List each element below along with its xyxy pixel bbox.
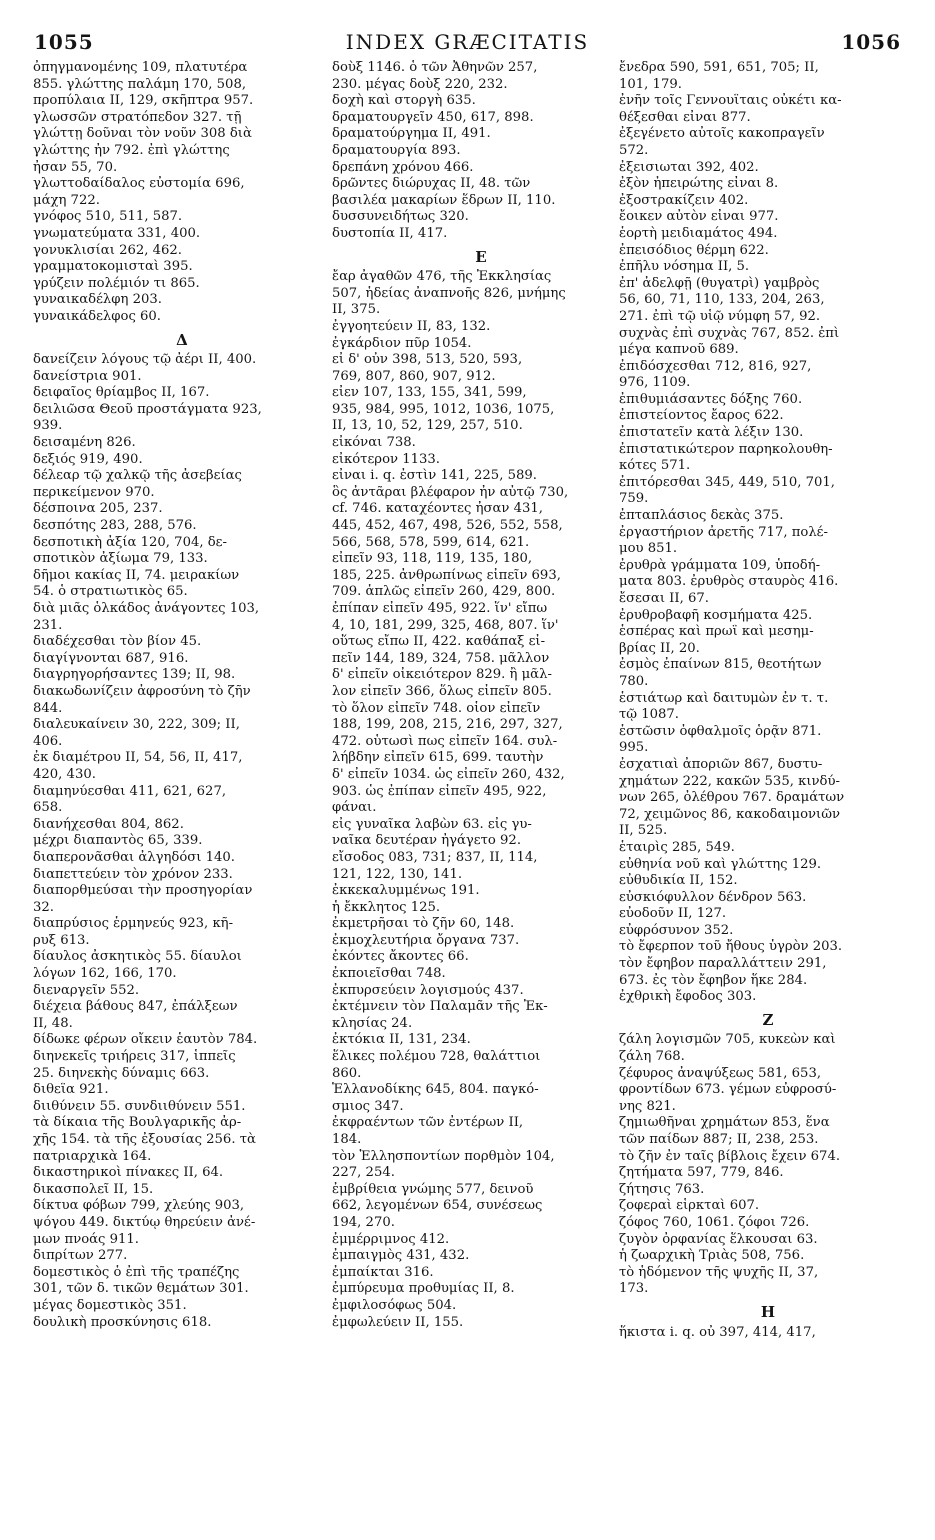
index-line: τὸ ἔφερπον τοῦ ἤθους ὑγρὸν 203.: [619, 939, 843, 955]
index-line: ἑσπέρας καὶ πρωῒ καὶ μεσημ-: [619, 624, 814, 640]
section-letter: Ε: [475, 247, 487, 266]
section-letter: Δ: [176, 330, 188, 349]
index-line: τὸ ὅλον εἰπεῖν 748. οἷον εἰπεῖν: [332, 700, 541, 716]
index-line: εὐθηνία νοῦ καὶ γλώττης 129.: [619, 856, 822, 872]
index-line: 54. ὁ στρατιωτικὸς 65.: [33, 584, 188, 600]
index-line: φροντίδων 673. γέμων εὐφροσύ-: [619, 1082, 837, 1098]
index-line: δίαυλος ἀσκητικὸς 55. δίαυλοι: [33, 949, 242, 965]
index-line: 72, χειμῶνος 86, κακοδαιμονιῶν: [619, 806, 840, 822]
index-line: γλωττοδαίδαλος εὐστομία 696,: [33, 176, 245, 192]
index-line: ἔνεδρα 590, 591, 651, 705; II,: [619, 60, 819, 75]
index-line: ἐχθρικὴ ἔφοδος 303.: [619, 989, 757, 1005]
index-line: τὸν Ἑλλησποντίων πορθμὸν 104,: [332, 1148, 555, 1164]
index-line: δυσσυνειδήτως 320.: [332, 209, 469, 225]
index-line: 301, τῶν δ. τικῶν θεμάτων 301.: [33, 1281, 249, 1297]
index-line: δραματούργημα II, 491.: [332, 126, 491, 142]
index-line: βρίας II, 20.: [619, 640, 700, 656]
index-line: διαπρύσιος ἑρμηνεύς 923, κῆ-: [33, 916, 234, 932]
index-line: διιθύνειν 55. συνδιιθύνειν 551.: [33, 1098, 246, 1114]
section-letter: Ζ: [762, 1010, 774, 1029]
index-line: ἐμπαιγμὸς 431, 432.: [332, 1248, 470, 1264]
index-line: ἡ ἔκκλητος 125.: [332, 899, 441, 915]
index-line: τῶν παίδων 887; II, 238, 253.: [619, 1132, 819, 1147]
index-line: δραματουργεῖν 450, 617, 898.: [332, 109, 534, 125]
index-line: 184.: [332, 1132, 362, 1147]
index-line: ἑταιρὶς 285, 549.: [619, 839, 735, 855]
index-line: ἑορτὴ μειδιαμάτος 494.: [619, 225, 778, 241]
running-header: [0, 0, 935, 58]
index-line: εἰκότερον 1133.: [332, 451, 440, 467]
index-line: διηνεκεῖς τριήρεις 317, ἱππεῖς: [33, 1049, 236, 1065]
index-line: 860.: [332, 1065, 362, 1081]
index-line: cf. 746. καταχέοντες ἦσαν 431,: [332, 501, 543, 517]
index-line: δεξιός 919, 490.: [33, 451, 143, 467]
index-line: κότες 571.: [619, 458, 691, 474]
index-line: ζήτησις 763.: [619, 1181, 705, 1197]
index-line: 566, 568, 578, 599, 614, 621.: [332, 534, 530, 550]
index-line: 4, 10, 181, 299, 325, 468, 807. ἵν': [332, 617, 559, 633]
index-line: μέχρι διαπαντὸς 65, 339.: [33, 833, 203, 849]
index-line: 780.: [619, 673, 649, 689]
index-line: 662, λεγομένων 654, συνέσεως: [332, 1198, 543, 1214]
index-line: τῷ 1087.: [619, 707, 679, 723]
index-line: 976, 1109.: [619, 375, 691, 391]
index-line: δυστοπία II, 417.: [332, 225, 448, 241]
index-line: δεισαμένη 826.: [33, 435, 136, 451]
index-line: ἐνῆν τοῖς Γεννουΐταις οὐκέτι κα-: [619, 93, 842, 109]
index-line: διαγρηγορήσαντες 139; II, 98.: [33, 667, 236, 683]
index-line: εὐφρόσυνον 352.: [619, 922, 734, 938]
index-line: χημάτων 222, κακῶν 535, κινδύ-: [619, 773, 840, 789]
index-line: δρῶντες διώρυχας II, 48. τῶν: [332, 176, 531, 192]
index-line: ἐρυθρὰ γράμματα 109, ὑποδή-: [619, 557, 821, 573]
index-line: οὕτως εἴπω II, 422. καθάπαξ εἰ-: [332, 634, 546, 650]
index-line: ἐπιδόσχεσθαι 712, 816, 927,: [619, 358, 812, 374]
index-line: ἐκμετρῆσαι τὸ ζῆν 60, 148.: [332, 916, 515, 932]
index-line: 855. γλώττης παλάμη 170, 508,: [33, 76, 247, 92]
index-line: 445, 452, 467, 498, 526, 552, 558,: [332, 518, 563, 534]
index-line: ζημιωθῆναι χρημάτων 853, ἕνα: [619, 1115, 830, 1131]
index-line: II, 48.: [33, 1015, 73, 1031]
index-line: 507, ἡδείας ἀναπνοῆς 826, μνήμης: [332, 285, 566, 301]
index-line: μάχη 722.: [33, 192, 100, 208]
section-letter: Η: [760, 1302, 776, 1321]
index-line: διθεΐα 921.: [33, 1082, 109, 1098]
index-line: 56, 60, 71, 110, 133, 204, 263,: [619, 292, 825, 308]
index-line: ἐκπυρσεύειν λογισμούς 437.: [332, 982, 524, 998]
index-line: δέσποινα 205, 237.: [33, 501, 163, 517]
index-line: διέχεια βάθους 847, ἐπάλξεων: [33, 999, 238, 1015]
index-line: 769, 807, 860, 907, 912.: [332, 368, 496, 384]
index-line: ζάλη 768.: [619, 1049, 685, 1065]
index-line: δεσποτικὴ ἀξία 120, 704, δε-: [33, 534, 227, 550]
index-line: ἔαρ ἀγαθῶν 476, τῆς Ἐκκλησίας: [332, 269, 552, 285]
index-line: 658.: [33, 800, 63, 816]
index-line: βασιλέα μακαρίων ἕδρων II, 110.: [332, 192, 556, 208]
index-line: ἐκτέμνειν τὸν Παλαμᾶν τῆς Ἐκ-: [332, 999, 548, 1015]
index-line: λον εἰπεῖν 366, ὅλως εἰπεῖν 805.: [332, 683, 552, 699]
index-line: 406.: [33, 733, 63, 749]
index-line: συχνὰς ἐπὶ συχνὰς 767, 852. ἐπὶ: [619, 325, 840, 341]
index-line: θέξεσθαι εἶναι 877.: [619, 109, 751, 125]
index-line: ἔοικεν αὐτὸν εἶναι 977.: [619, 209, 779, 225]
index-line: ζάλη λογισμῶν 705, κυκεὼν καὶ: [619, 1032, 836, 1048]
index-line: ἐξεισιωται 392, 402.: [619, 159, 759, 175]
index-line: προπύλαια II, 129, σκῆπτρα 957.: [33, 93, 254, 109]
index-line: ζόφος 760, 1061. ζόφοι 726.: [619, 1214, 810, 1230]
index-line: 939.: [33, 418, 63, 434]
index-line: διαλευκαίνειν 30, 222, 309; II,: [33, 717, 240, 733]
index-line: διαμηνύεσθαι 411, 621, 627,: [33, 783, 227, 799]
index-line: ἐγγοητεύειν II, 83, 132.: [332, 318, 491, 334]
index-line: γυναικάδελφος 60.: [33, 308, 161, 324]
index-line: διπρίτων 277.: [33, 1248, 128, 1264]
index-line: 231.: [33, 617, 63, 633]
index-line: ἐπίπαν εἰπεῖν 495, 922. ἵν' εἴπω: [332, 601, 548, 616]
index-line: εἴσοδος 083, 731; 837, II, 114,: [332, 849, 538, 865]
index-line: 121, 122, 130, 141.: [332, 866, 463, 882]
index-line: πατριαρχικὰ 164.: [33, 1148, 152, 1164]
index-line: δομεστικὸς ὁ ἐπὶ τῆς τραπέζης: [33, 1264, 240, 1280]
index-line: εὐθυδικία II, 152.: [619, 873, 738, 889]
index-line: γλώττῃ δοῦναι τὸν νοῦν 308 διὰ: [33, 126, 252, 142]
index-line: δικαστηρικοὶ πίνακες II, 64.: [33, 1165, 224, 1181]
index-line: χῆς 154. τὰ τῆς ἐξουσίας 256. τὰ: [33, 1132, 256, 1147]
index-line: διανήχεσθαι 804, 862.: [33, 816, 184, 832]
index-line: ἥκιστα i. q. οὐ 397, 414, 417,: [619, 1324, 816, 1340]
page-number-right: 1056: [841, 30, 901, 54]
index-column-right: [619, 60, 917, 1341]
index-line: II, 375.: [332, 302, 381, 318]
index-line: ὃς ἀντᾶραι βλέφαρον ἦν αὐτῷ 730,: [332, 484, 569, 500]
index-line: εὐσκιόφυλλον δένδρον 563.: [619, 889, 807, 905]
index-line: τὸν ἔφηβον παραλλάττειν 291,: [619, 956, 827, 972]
index-line: ἐκφραέντων τῶν ἐντέρων II,: [332, 1115, 524, 1131]
index-line: δίδωκε φέρων οἴκειν ἑαυτὸν 784.: [33, 1032, 258, 1048]
index-line: 844.: [33, 700, 63, 716]
index-line: δρεπάνη χρόνου 466.: [332, 159, 474, 175]
index-line: ἐπ' ἀδελφῇ (θυγατρὶ) γαμβρὸς: [619, 275, 820, 291]
index-line: ἑστιάτωρ καὶ δαιτυμὼν ἐν τ. τ.: [619, 690, 829, 706]
index-line: διαδέχεσθαι τὸν βίον 45.: [33, 634, 202, 650]
index-line: ὀπηγμανομένης 109, πλατυτέρα: [33, 60, 248, 75]
index-line: εἰπεῖν 93, 118, 119, 135, 180,: [332, 551, 533, 567]
index-line: δοχὴ καὶ στοργὴ 635.: [332, 93, 476, 109]
index-line: δέλεαρ τῷ χαλκῷ τῆς ἀσεβείας: [33, 468, 242, 484]
index-line: ἐκμοχλευτήρια ὄργανα 737.: [332, 932, 520, 948]
index-line: διαπερονᾶσθαι ἀλγηδόσι 140.: [33, 849, 235, 865]
index-line: ἐμπαίκται 316.: [332, 1264, 434, 1280]
index-line: ἐπεισόδιος θέρμη 622.: [619, 242, 769, 258]
index-line: λήβδην εἰπεῖν 615, 699. ταυτὴν: [332, 750, 544, 766]
index-line: ἐμμέρριμνος 412.: [332, 1231, 450, 1247]
index-column-left: [33, 60, 331, 1331]
index-line: ματα 803. ἐρυθρὸς σταυρὸς 416.: [619, 574, 839, 590]
index-line: τὸ ζῆν ἐν ταῖς βίβλοις ἔχειν 674.: [619, 1148, 841, 1164]
index-line: 101, 179.: [619, 76, 682, 92]
index-line: 995.: [619, 740, 649, 756]
index-line: διεναργεῖν 552.: [33, 982, 140, 998]
index-line: ἐπιστατικώτερον παρηκολουθη-: [619, 441, 833, 457]
index-line: ἐπιστατεῖν κατὰ λέξιν 130.: [619, 425, 804, 441]
index-line: Ἑλλανοδίκης 645, 804. παγκό-: [332, 1082, 539, 1098]
index-line: γνόφος 510, 511, 587.: [33, 209, 183, 225]
index-line: εἰκόναι 738.: [332, 435, 416, 451]
index-line: ἐκόντες ἄκοντες 66.: [332, 949, 469, 965]
index-line: ἐγκάρδιον πῦρ 1054.: [332, 335, 472, 351]
index-line: ἐπιτόρεσθαι 345, 449, 510, 701,: [619, 474, 835, 490]
index-line: ἕλικες πολέμου 728, θαλάττιοι: [332, 1049, 541, 1065]
index-line: ἐκποιεῖσθαι 748.: [332, 966, 446, 982]
index-line: ζοφεραὶ εἱρκταὶ 607.: [619, 1198, 760, 1214]
index-line: ἡ ζωαρχικὴ Τριὰς 508, 756.: [619, 1248, 805, 1264]
index-line: δανείζειν λόγους τῷ ἀέρι II, 400.: [33, 352, 257, 368]
index-line: κλησίας 24.: [332, 1015, 413, 1031]
index-line: δοὺξ 1146. ὁ τῶν Ἀθηνῶν 257,: [332, 60, 538, 75]
index-line: ἐπιθυμιάσαντες δόξης 760.: [619, 391, 803, 407]
index-line: ζέφυρος ἀναψύξεως 581, 653,: [619, 1065, 822, 1081]
index-line: εἰς γυναῖκα λαβὼν 63. εἰς γυ-: [332, 816, 532, 832]
index-line: τὰ δίκαια τῆς Βουλγαρικῆς ἀρ-: [33, 1115, 242, 1131]
index-line: 903. ὡς ἐπίπαν εἰπεῖν 495, 922,: [332, 783, 547, 799]
index-line: ζητήματα 597, 779, 846.: [619, 1165, 784, 1181]
index-line: 173.: [619, 1281, 649, 1297]
index-line: νης 821.: [619, 1098, 676, 1114]
index-column-middle: [332, 60, 630, 1331]
index-line: 25. διηνεκὴς δύναμις 663.: [33, 1065, 210, 1081]
index-line: 188, 199, 208, 215, 216, 297, 327,: [332, 717, 563, 733]
index-line: διαπεττεύειν τὸν χρόνον 233.: [33, 866, 233, 882]
index-line: 759.: [619, 491, 649, 507]
index-line: ρυξ 613.: [33, 932, 90, 948]
index-line: διαπορθμεύσαι τὴν προσηγορίαν: [33, 883, 253, 899]
index-line: 32.: [33, 899, 54, 915]
index-line: ἐμβρίθεια γνώμης 577, δεινοῦ: [332, 1181, 534, 1197]
index-line: δειλιῶσα Θεοῦ προστάγματα 923,: [33, 401, 262, 417]
index-line: γραμματοκομισταὶ 395.: [33, 259, 193, 275]
index-line: δίκτυα φόβων 799, χλεύης 903,: [33, 1198, 245, 1214]
index-line: μου 851.: [619, 541, 678, 557]
index-line: ναῖκα δευτέραν ἠγάγετο 92.: [332, 833, 522, 849]
index-line: ἑστῶσιν ὀφθαλμοῖς ὁρᾷν 871.: [619, 723, 822, 739]
index-line: 271. ἐπὶ τῷ υἱῷ νύμφη 57, 92.: [619, 308, 821, 324]
index-line: τὸ ἡδόμενον τῆς ψυχῆς II, 37,: [619, 1264, 819, 1280]
index-line: σμιος 347.: [332, 1098, 404, 1114]
index-line: ἐμφωλεύειν II, 155.: [332, 1314, 464, 1330]
index-line: ἦσαν 55, 70.: [33, 159, 118, 175]
index-line: 227, 254.: [332, 1165, 395, 1181]
index-line: περικείμενον 970.: [33, 484, 155, 500]
index-line: ἐσχατιαὶ ἀποριῶν 867, δυστυ-: [619, 756, 823, 772]
index-line: 709. ἁπλῶς εἰπεῖν 260, 429, 800.: [332, 584, 556, 600]
index-line: μέγας δομεστικὸς 351.: [33, 1297, 187, 1313]
index-line: εἶναι i. q. ἐστὶν 141, 225, 589.: [332, 468, 537, 484]
index-line: δραματουργία 893.: [332, 142, 461, 158]
index-line: λόγων 162, 166, 170.: [33, 966, 177, 982]
index-line: διακωδωνίζειν ἀφροσύνη τὸ ζῆν: [33, 683, 251, 699]
index-line: 673. ἐς τὸν ἔφηβον ἥκε 284.: [619, 972, 808, 988]
index-line: εἰ δ' οὖν 398, 513, 520, 593,: [332, 352, 523, 368]
index-line: δουλικὴ προσκύνησις 618.: [33, 1314, 212, 1330]
index-line: ἐξοστρακίζειν 402.: [619, 192, 749, 208]
index-line: ἐκτόκια II, 131, 234.: [332, 1032, 471, 1048]
index-line: νων 265, ὀλέθρου 767. δραμάτων: [619, 790, 845, 806]
index-line: II, 13, 10, 52, 129, 257, 510.: [332, 418, 523, 434]
index-line: ἐκ διαμέτρου II, 54, 56, II, 417,: [33, 750, 243, 766]
index-line: ἐπῆλυ νόσημα II, 5.: [619, 259, 750, 275]
index-line: γνωματεύματα 331, 400.: [33, 225, 201, 241]
index-line: 230. μέγας δοὺξ 220, 232.: [332, 76, 508, 92]
index-line: γονυκλισίαι 262, 462.: [33, 242, 182, 258]
index-line: πεῖν 144, 189, 324, 758. μᾶλλον: [332, 650, 550, 666]
index-line: εἶεν 107, 133, 155, 341, 599,: [332, 385, 527, 401]
index-line: II, 525.: [619, 823, 668, 839]
index-line: δεσπότης 283, 288, 576.: [33, 518, 197, 534]
index-line: ἐξὸν ἠπειρώτης εἶναι 8.: [619, 176, 779, 192]
running-title: INDEX GRÆCITATIS: [345, 30, 590, 54]
index-line: δειφαῖος θρίαμβος II, 167.: [33, 385, 210, 401]
index-line: 472. οὑτωσὶ πως εἰπεῖν 164. συλ-: [332, 733, 558, 749]
index-line: ἐμφιλοσόφως 504.: [332, 1297, 457, 1313]
index-line: δ' εἰπεῖν οἰκειότερον 829. ἢ μᾶλ-: [332, 667, 552, 683]
index-line: γρύζειν πολέμιόν τι 865.: [33, 275, 200, 291]
index-line: 935, 984, 995, 1012, 1036, 1075,: [332, 401, 555, 417]
index-line: 185, 225. ἀνθρωπίνως εἰπεῖν 693,: [332, 567, 561, 583]
index-line: γλώττης ἦν 792. ἐπὶ γλώττης: [33, 142, 230, 158]
page-number-left: 1055: [34, 30, 94, 54]
index-line: ἐμπύρευμα προθυμίας II, 8.: [332, 1281, 515, 1297]
index-line: ἐργαστήριον ἀρετῆς 717, πολέ-: [619, 524, 828, 540]
index-line: διὰ μιᾶς ὁλκάδος ἀνάγοντες 103,: [33, 601, 260, 616]
index-line: δ' εἰπεῖν 1034. ὡς εἰπεῖν 260, 432,: [332, 766, 565, 782]
index-line: 420, 430.: [33, 766, 96, 782]
index-line: ἐρυθροβαφῆ κοσμήματα 425.: [619, 607, 813, 623]
index-line: δανείστρια 901.: [33, 368, 142, 384]
index-line: ψόγου 449. δικτύῳ θηρεύειν ἀνέ-: [33, 1214, 256, 1230]
index-line: γλωσσῶν στρατόπεδον 327. τῇ: [33, 109, 242, 125]
index-line: 572.: [619, 142, 649, 158]
index-line: ἐσμὸς ἐπαίνων 815, θεοτήτων: [619, 657, 822, 673]
index-line: εὐοδοῦν II, 127.: [619, 906, 727, 922]
index-line: δικασπολεῖ II, 15.: [33, 1181, 154, 1197]
index-line: 194, 270.: [332, 1214, 395, 1230]
index-line: ἐκκεκαλυμμένως 191.: [332, 883, 480, 899]
index-line: ἐπταπλάσιος δεκὰς 375.: [619, 508, 784, 524]
index-line: διαγίγνονται 687, 916.: [33, 650, 189, 666]
index-line: ζυγὸν ὀρφανίας ἕλκουσαι 63.: [619, 1231, 818, 1247]
index-line: ἔσεσαι II, 67.: [619, 591, 709, 606]
index-line: ἐξεγένετο αὐτοῖς κακοπραγεῖν: [619, 126, 825, 142]
index-line: μέγα καπνοῦ 689.: [619, 342, 739, 358]
index-line: ἐπιστείοντος ἔαρος 622.: [619, 408, 784, 424]
index-line: σποτικὸν ἀξίωμα 79, 133.: [33, 551, 208, 567]
index-line: δῆμοι κακίας II, 74. μειρακίων: [33, 567, 240, 583]
index-line: φάναι.: [332, 800, 377, 816]
index-line: γυναικαδέλφη 203.: [33, 292, 162, 308]
index-line: μων πνοάς 911.: [33, 1231, 140, 1247]
